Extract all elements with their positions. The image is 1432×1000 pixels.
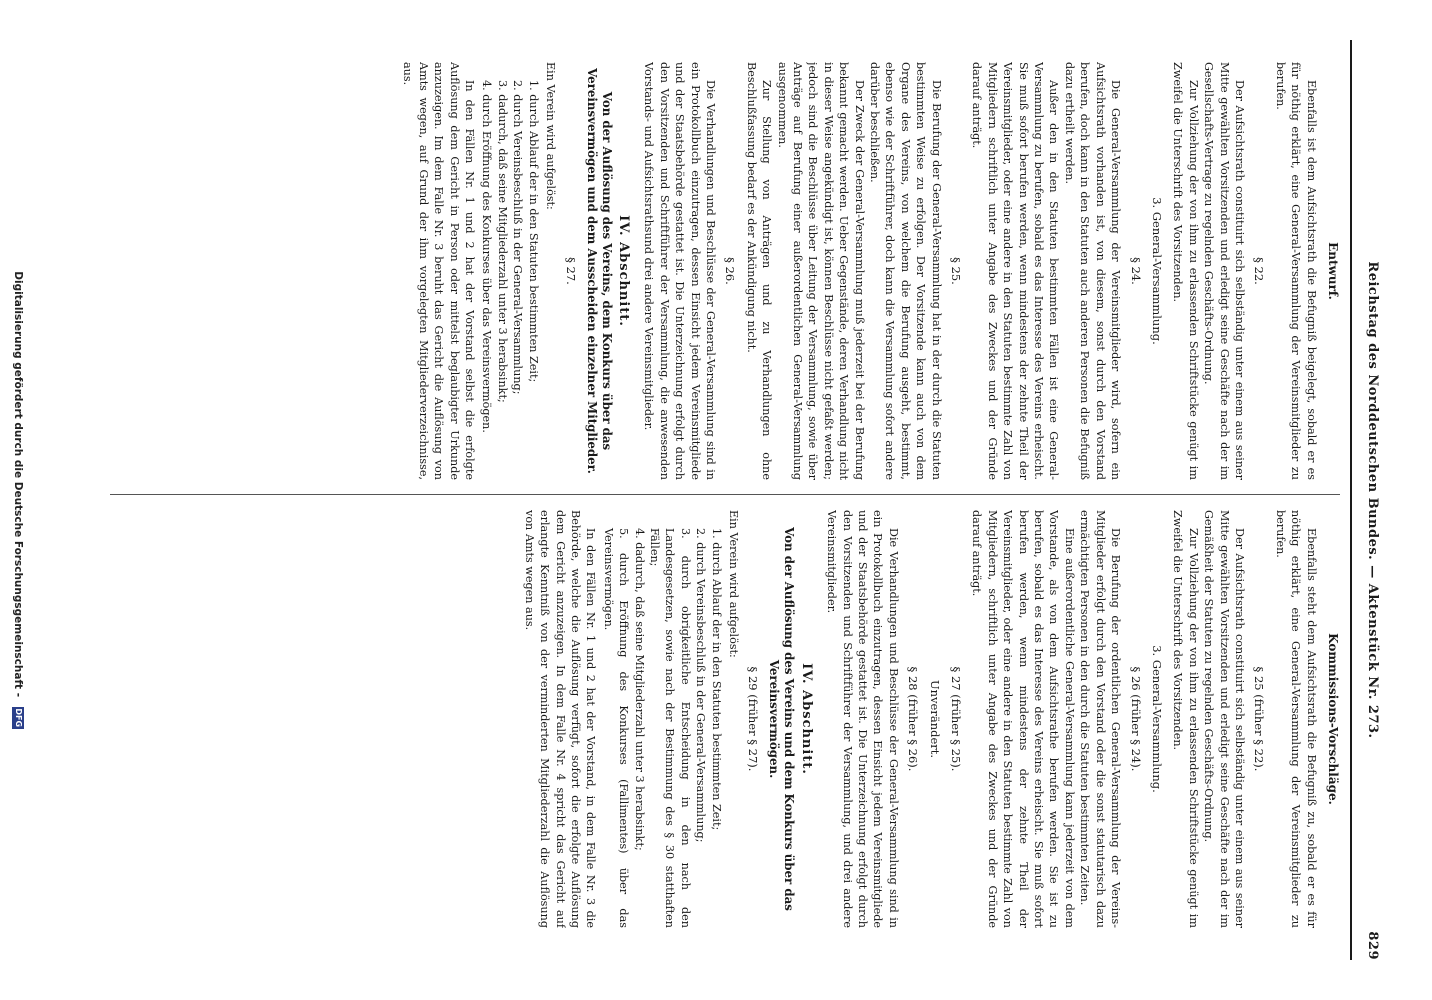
- running-header: [1354, 40, 1380, 960]
- column-heading-kommission: Kommissions-Vorschläge.: [1326, 633, 1340, 805]
- paragraph: Die Verhandlungen und Beschlüsse der General-Versammlung sind in ein Protokollbuch einzutragen, dessen Einsicht jedem Vereinsmitgliede und der Staatsbehörde gestattet ist. Die Unterzeichnung erfolgt durch den Vorsitzenden und Schriftführer der Versammlung, die anwesenden Vorstands- und Aufsichtsrathsund drei andere Vereinsmitglieder.: [642, 62, 717, 480]
- unchanged-note: Unverändert.: [927, 679, 942, 759]
- paragraph: Die Berufung der General-Versammlung hat in der durch die Statuten bestimmten Weise zu erfolgen. Der Vorsitzende kann auch von dem Organe des Vereins, von welchem die Berufung ausgeht, bestimmt, ebenso wie der Schriftführer, doch kann die Versammlung sofort andere darüber beschließen.: [868, 62, 943, 480]
- part-heading: IV. Abschnitt.: [615, 215, 631, 327]
- part-heading: IV. Abschnitt.: [798, 663, 814, 775]
- paragraph: Die General-Versammlung der Vereinsmitglieder wird, sofern ein Aufsichtsrath vorhanden ist, von diesem, sonst durch den Vorstand berufen, doch kann in den Statuten auch anderen Personen die Befugniß dazu ertheilt werden.: [1062, 62, 1123, 480]
- column-divider: [110, 494, 1340, 495]
- paragraph: Der Aufsichtsrath constituirt sich selbständig unter einem aus seiner Mitte gewählten Vorsitzenden und erledigt seine Geschäfte nach der im Gemäßheit der Statuten zu regelnden Geschäfts-Ordnung.: [1202, 510, 1246, 928]
- paragraph: Die Berufung der ordentlichen General-Versammlung der Vereins-Mitglieder erfolgt durch den Vorstand oder die sonst statutarisch dazu ermächtigten Personen in den durch die Statuten bestimmten Zeiten.: [1078, 510, 1123, 928]
- paragraph: Zur Stellung von Anträgen und zu Verhandlungen ohne Beschlußfassung bedarf es der Ankündigung nicht.: [744, 62, 774, 480]
- list-item: 1. durch Ablauf der in den Statuten bestimmten Zeit;: [709, 528, 723, 831]
- paragraph: Die Verhandlungen und Beschlüsse der General-Versammlung sind in ein Protokollbuch einzutragen, dessen Einsicht jedem Vereinsmitgliede und der Staatsbehörde gestattet ist. Die Unterzeichnung erfolgt durch den Vorsitzenden und Schriftführer der Versammlung, und drei andere Vereinsmitglieder.: [825, 510, 900, 928]
- header-title: Reichstag des Norddeutschen Bundes. — Aktenstück Nr. 273.: [1365, 261, 1380, 739]
- paragraph: Zur Vollziehung der von ihm zu erlassenden Schriftstücke genügt im Zweifel die Unterschrift des Vorsitzenden.: [1171, 510, 1200, 928]
- section-heading: § 28 (früher § 26).: [906, 666, 921, 772]
- list-lead: Ein Verein wird aufgelöst:: [727, 510, 740, 658]
- list-item: 4. dadurch, daß seine Mitgliederzahl unter 3 herabsinkt;: [632, 528, 646, 851]
- digitization-footer: [12, 0, 24, 1000]
- section-heading: § 25 (früher § 22).: [1252, 666, 1267, 772]
- subpart-heading: 3. General-Versammlung.: [1149, 645, 1164, 793]
- column-heading-entwurf: Entwurf.: [1326, 242, 1340, 300]
- paragraph: In den Fällen Nr. 1 und 2 hat der Vorstand selbst die erfolgte Auflösung dem Gericht in Person oder mittelst beglaubigter Urkunde anzuzeigen. Im dem Falle Nr. 3 beruht das Gericht die Auflösung von Amts wegen, auf Grund der ihm vorgelegten Mitgliederverzeichnisse, aus.: [401, 62, 477, 480]
- part-subheading: Von der Auflösung des Vereins und dem Konkurs über das Vereinsvermögen.: [767, 527, 797, 911]
- list-item: 3. dadurch, daß seine Mitgliederzahl unter 3 herabsinkt;: [495, 80, 509, 403]
- section-heading: § 29 (früher § 27).: [746, 666, 761, 772]
- list-item: 2. durch Vereinsbeschluß in der General-Versammlung;: [511, 80, 525, 395]
- list-lead: Ein Verein wird aufgelöst:: [544, 62, 558, 210]
- column-kommission: [40, 510, 1340, 928]
- section-heading: § 22.: [1252, 257, 1267, 285]
- list-item: 1. durch Ablauf der in den Statuten bestimmten Zeit;: [526, 80, 540, 383]
- section-heading: § 24.: [1128, 257, 1143, 285]
- section-heading: § 26 (früher § 24).: [1128, 666, 1143, 772]
- subpart-heading: 3. General-Versammlung.: [1149, 197, 1164, 345]
- list-item: 4. durch Eröffnung des Konkurses über das Vereinsvermögen.: [480, 80, 494, 433]
- section-heading: § 27 (früher § 25).: [949, 666, 964, 772]
- section-heading: § 25.: [949, 257, 964, 285]
- page-number: 829: [1365, 931, 1380, 960]
- paragraph: Außer den in den Statuten bestimmten Fällen ist eine General-Versammlung zu berufen, sobald es das Interesse des Vereins erheischt. Sie muß sofort berufen werden, wenn mindestens der zehnte Theil der Vereinsmitglieder, oder eine andere in den Statuten bestimmte Zahl von Mitgliedern schriftlich unter Angabe des Zweckes und der Gründe darauf anträgt.: [970, 62, 1061, 480]
- list-item: 5. durch Eröffnung des Konkurses (Fallimentes) über das Vereinsvermögen.: [601, 528, 631, 928]
- intro-paragraph: Ebenfalls ist dem Aufsichtsrath die Befugniß beigelegt, sobald er es für nöthig erklärt, eine General-Versammlung der Vereinsmitglieder zu berufen.: [1273, 62, 1318, 480]
- list-item: 3. durch obrigkeitliche Entscheidung in den nach den Landesgesetzen, sowie nach der Bestimmung des § 30 statthaften Fällen;: [647, 528, 692, 928]
- column-entwurf: [40, 62, 1340, 480]
- paragraph: Zur Vollziehung der von ihm zu erlassenden Schriftstücke genügt im Zweifel die Unterschrift des Vorsitzenden.: [1171, 62, 1200, 480]
- intro-paragraph: Ebenfalls steht dem Aufsichtsrath die Befugniß zu, sobald er es für nöthig erklärt, eine General-Versammlung der Vereinsmitglieder zu berufen.: [1273, 510, 1318, 928]
- dfg-logo: DFG: [14, 708, 23, 728]
- paragraph: Eine außerordentliche General-Versammlung kann jederzeit von dem Vorstande, als von dem Aufsichtsrathe berufen werden. Sie ist zu berufen, sobald es das Interesse des Vereins erheischt. Sie muß sofort berufen werden, wenn mindestens der zehnte Theil der Vereinsmitglieder, oder eine andere in den Statuten bestimmte Zahl von Mitgliedern, schriftlich unter Angabe des Zweckes und der Gründe darauf anträgt.: [970, 510, 1076, 928]
- section-heading: § 27.: [563, 257, 578, 285]
- header-rule: [1350, 40, 1352, 960]
- paragraph: Der Zweck der General-Versammlung muß jederzeit bei der Berufung bekannt gemacht werden. Ueber Gegenstände, deren Verhandlung nicht in dieser Weise angekündigt ist, können Beschlüsse nicht gefaßt werden; jedoch sind die Beschlüsse über Leitung der Versammlung, sowie über Anträge auf Berufung einer außerordentlichen General-Versammlung ausgenommen.: [775, 62, 866, 480]
- paragraph: Der Aufsichtsrath constituirt sich selbständig unter einem aus seiner Mitte gewählten Vorsitzenden und erledigt seine Geschäfte nach der im Gesellschafts-Vertrage zu regelnden Geschäfts-Ordnung.: [1202, 62, 1246, 480]
- list-item: 2. durch Vereinsbeschluß in der General-Versammlung;: [694, 528, 708, 843]
- dissolution-list: [600, 528, 723, 928]
- paragraph: In den Fällen Nr. 1 und 2 hat der Vorstand, in dem Falle Nr. 3 die Behörde, welche die Auflösung verfügt, sofort die erfolgte Auflösung dem Gericht anzuzeigen. In dem Falle Nr. 4 spricht das Gericht auf erlangte Kenntniß von der verminderten Mitgliederzahl die Auflösung von Amts wegen aus.: [522, 510, 598, 928]
- dissolution-list: [479, 80, 541, 480]
- part-subheading: Von der Auflösung des Vereins, dem Konkurs über das Vereinsvermögen und dem Ausscheiden einzelner Mitglieder.: [584, 68, 614, 474]
- footer-text: Digitalisierung gefördert durch die Deutsche Forschungsgemeinschaft -: [12, 271, 24, 698]
- section-heading: § 26.: [723, 257, 738, 285]
